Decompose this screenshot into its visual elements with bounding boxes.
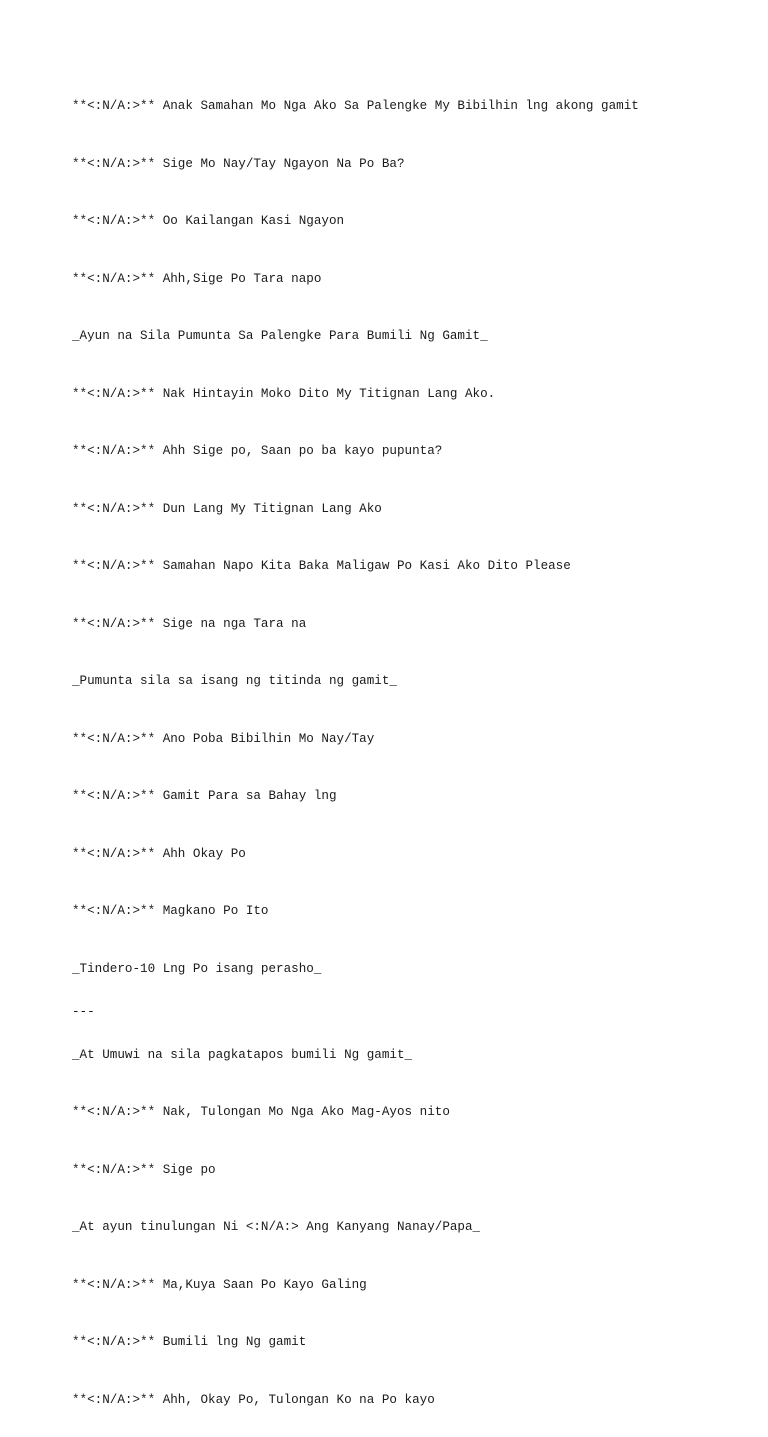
dialogue-line: **<:N/A:>** Magkano Po Ito	[72, 904, 269, 918]
narration-line: _Pumunta sila sa isang ng titinda ng gamit_	[72, 674, 397, 688]
dialogue-line: **<:N/A:>** Sige na nga Tara na	[72, 616, 307, 631]
dialogue-line: **<:N/A:>** Ahh Sige po, Saan po ba kayo pupunta?	[72, 444, 443, 458]
dialogue-line: **<:N/A:>** Dun Lang My Titignan Lang Ako	[72, 501, 382, 516]
dialogue-line: **<:N/A:>** Ahh,Sige Po Tara napo	[72, 271, 322, 286]
dialogue-line: **<:N/A:>** Bumili lng Ng gamit	[72, 1335, 307, 1349]
dialogue-line: **<:N/A:>** Ma,Kuya Saan Po Kayo Galing	[72, 1277, 367, 1292]
narration-line: _At Umuwi na sila pagkatapos bumili Ng gamit_	[72, 1047, 413, 1062]
dialogue-line: **<:N/A:>** Nak Hintayin Moko Dito My Titignan Lang Ako.	[72, 386, 496, 401]
separator-line: ---	[72, 1004, 95, 1019]
dialogue-line: **<:N/A:>** Sige po	[72, 1162, 216, 1177]
dialogue-line: **<:N/A:>** Oo Kailangan Kasi Ngayon	[72, 214, 345, 228]
dialogue-line: **<:N/A:>** Ahh, Okay Po, Tulongan Ko na Po kayo	[72, 1392, 435, 1407]
narration-line: _Tindero-10 Lng Po isang perasho_	[72, 961, 322, 976]
dialogue-line: **<:N/A:>** Ano Poba Bibilhin Mo Nay/Tay	[72, 731, 375, 746]
dialogue-line: **<:N/A:>** Samahan Napo Kita Baka Maligaw Po Kasi Ako Dito Please	[72, 559, 571, 573]
dialogue-line: **<:N/A:>** Nak, Tulongan Mo Nga Ako Mag-Ayos nito	[72, 1105, 450, 1119]
narration-line: _At ayun tinulungan Ni <:N/A:> Ang Kanyang Nanay/Papa_	[72, 1220, 481, 1234]
dialogue-line: **<:N/A:>** Sige Mo Nay/Tay Ngayon Na Po Ba?	[72, 156, 405, 171]
dialogue-line: **<:N/A:>** Anak Samahan Mo Nga Ako Sa Palengke My Bibilhin lng akong gamit	[72, 99, 639, 113]
dialogue-line: **<:N/A:>** Ahh Okay Po	[72, 846, 246, 861]
dialogue-line: **<:N/A:>** Gamit Para sa Bahay lng	[72, 789, 337, 803]
narration-line: _Ayun na Sila Pumunta Sa Palengke Para Bumili Ng Gamit_	[72, 329, 488, 343]
document-text	[72, 70, 752, 1437]
